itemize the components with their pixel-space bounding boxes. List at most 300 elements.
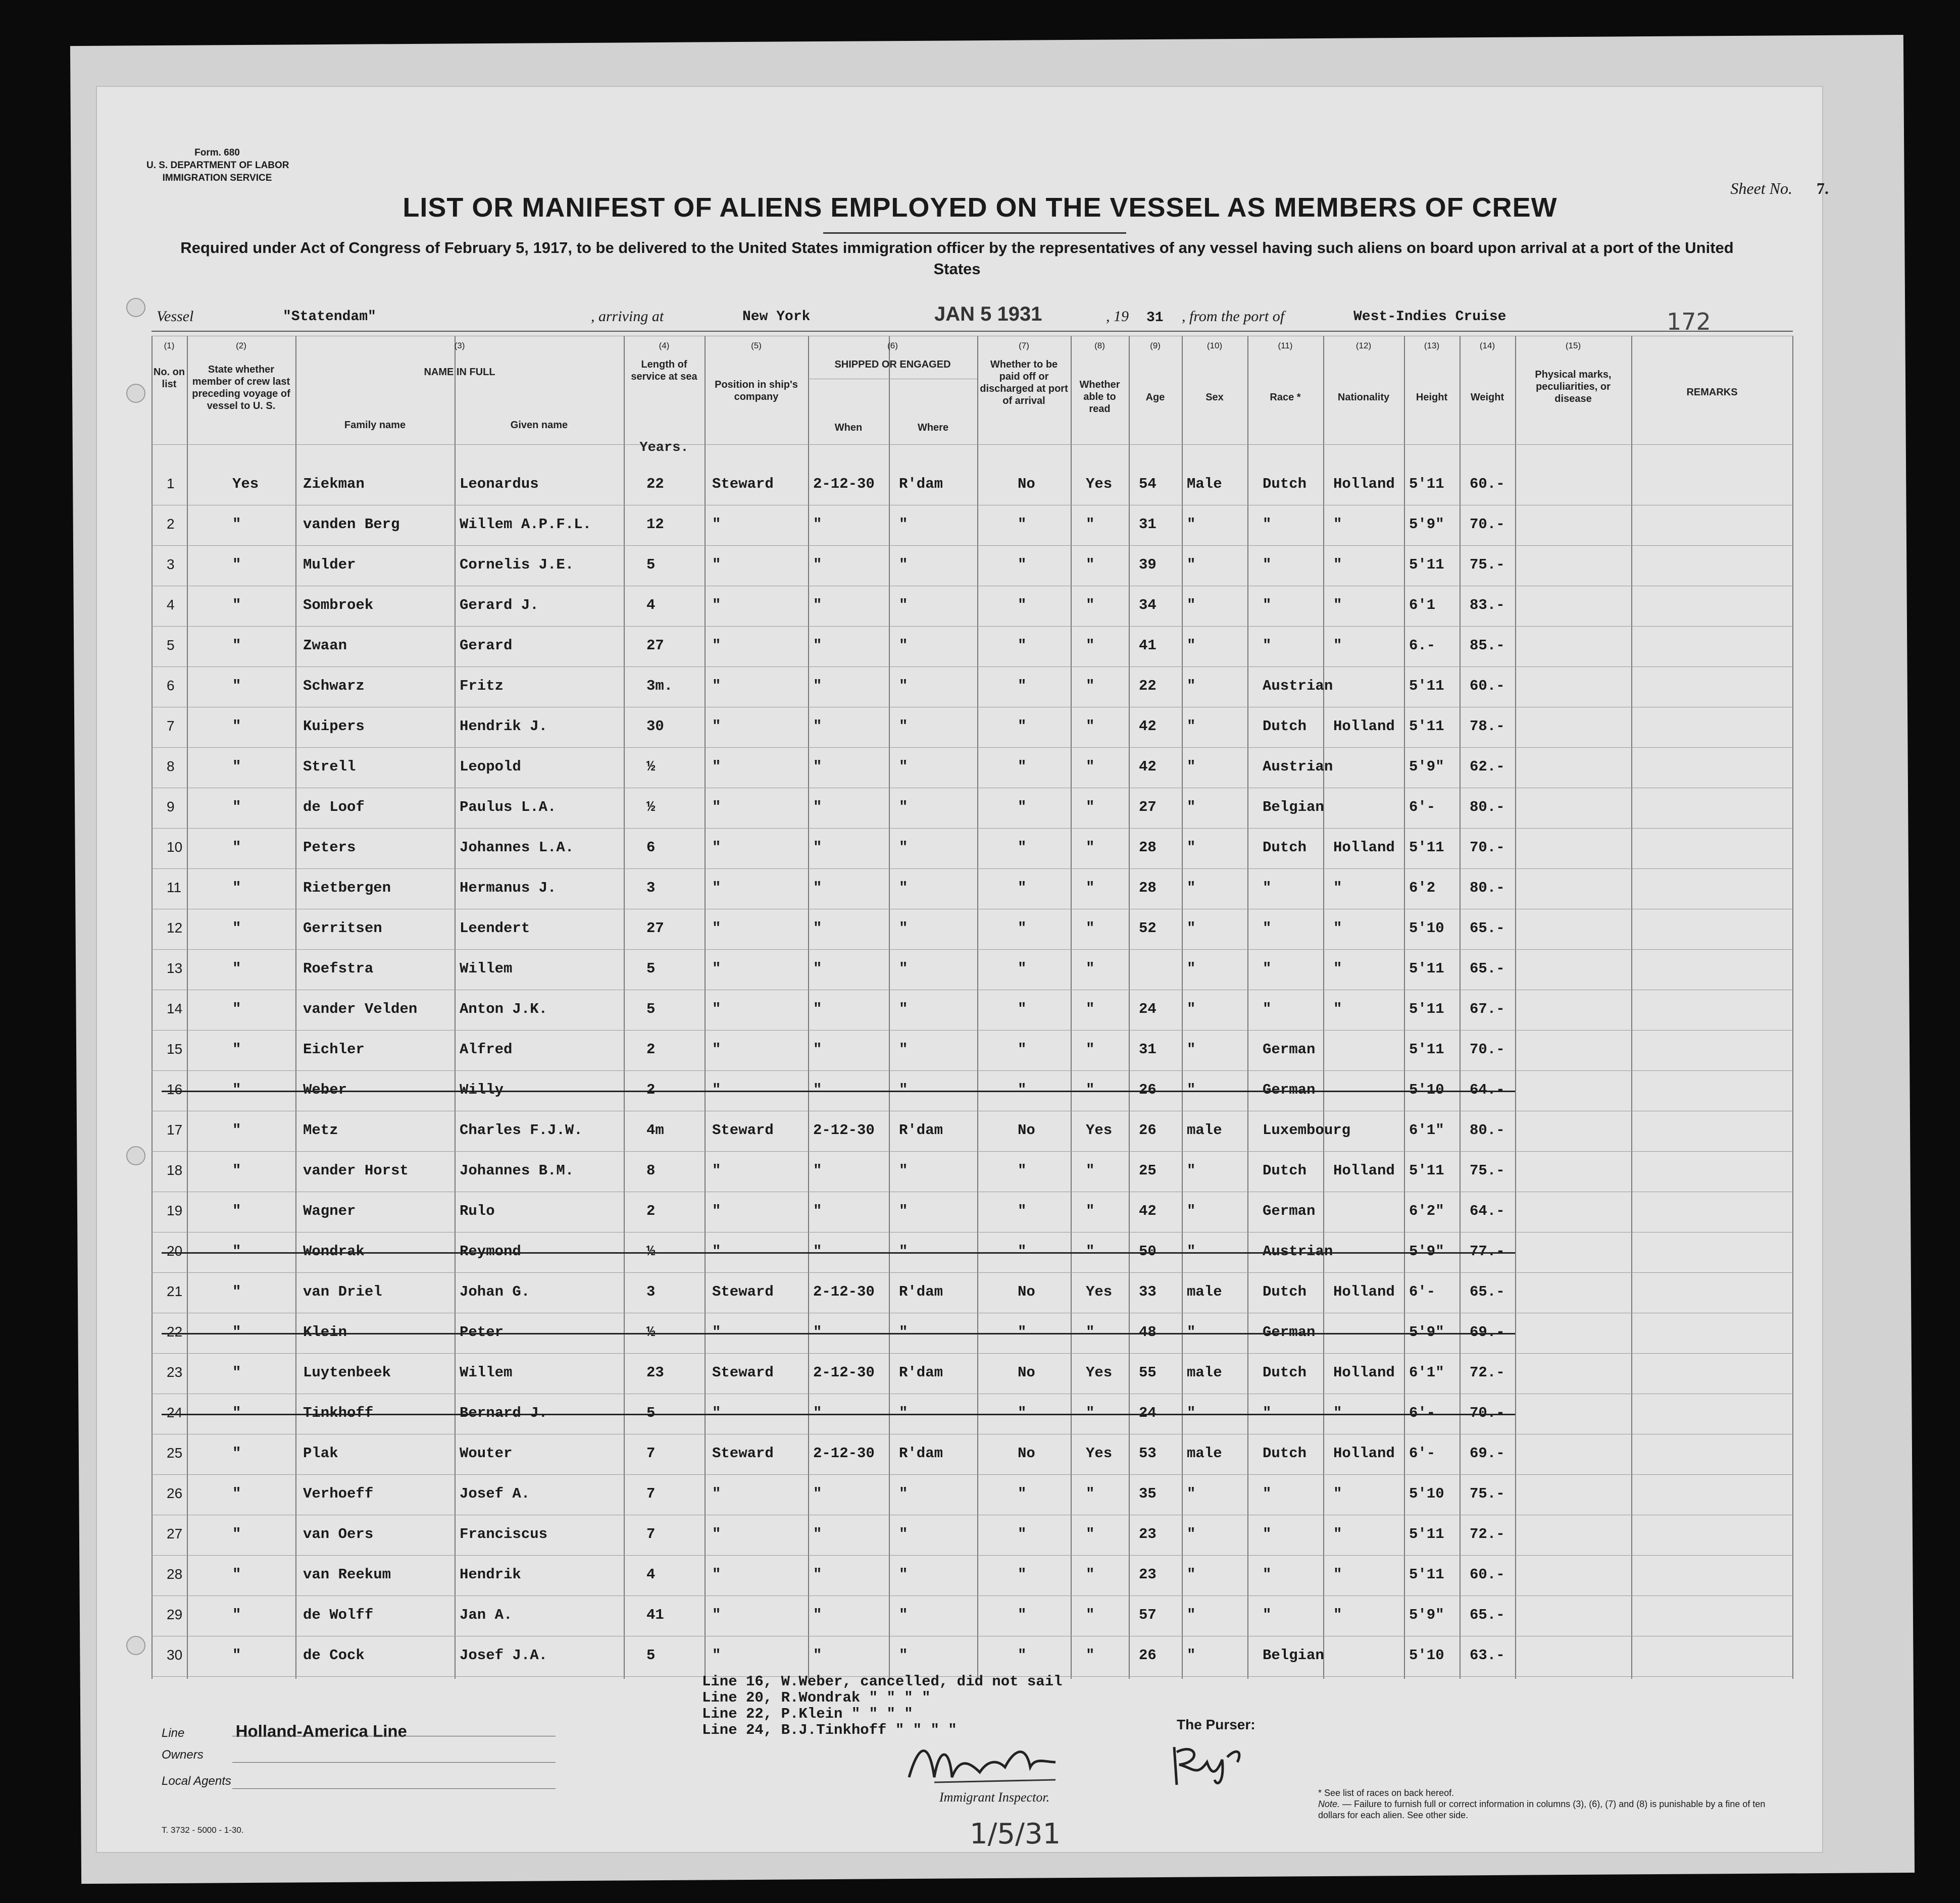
col-num-13: (13) [1424, 341, 1440, 350]
arriving-label: , arriving at [591, 308, 664, 325]
from-port: West-Indies Cruise [1353, 309, 1506, 325]
cell-paid-off: No [1018, 1283, 1035, 1300]
fine-note-text: — Failure to furnish full or correct information in columns (3), (6), (7) and (8) is punishable by a fine of ten dollars for each alien. See other side. [1318, 1799, 1766, 1820]
cell-row-number: 5 [167, 637, 175, 653]
cell-shipped-where: " [899, 1001, 908, 1017]
cell-years-service: ½ [646, 799, 656, 815]
cell-shipped-where: " [899, 1162, 908, 1179]
cell-weight: 70.- [1470, 1405, 1505, 1421]
cell-years-service: 3 [646, 1283, 656, 1300]
cell-race: " [1263, 1485, 1272, 1502]
cell-age: 26 [1139, 1082, 1157, 1098]
cell-shipped-where: " [899, 516, 908, 533]
cell-years-service: 5 [646, 556, 656, 573]
cell-position: " [712, 556, 721, 573]
table-row [152, 1111, 1793, 1151]
cell-nationality: " [1333, 1405, 1342, 1421]
cell-paid-off: " [1018, 597, 1027, 613]
table-row [152, 788, 1793, 828]
cell-sex: " [1187, 1526, 1196, 1542]
cell-previous-voyage: " [232, 637, 241, 654]
cell-family-name: Ziekman [303, 476, 365, 492]
service-name: IMMIGRATION SERVICE [162, 173, 272, 183]
cell-weight: 75.- [1470, 1485, 1505, 1502]
cell-shipped-when: 2-12-30 [813, 1122, 875, 1139]
cell-height: 5'11 [1409, 476, 1444, 492]
cell-years-service: 5 [646, 1405, 656, 1421]
cell-able-to-read: " [1086, 920, 1095, 937]
cell-weight: 80.- [1470, 1122, 1505, 1139]
cell-height: 5'9" [1409, 1324, 1444, 1341]
cell-shipped-when: " [813, 1566, 822, 1583]
cell-years-service: ½ [646, 1243, 656, 1260]
cell-height: 5'11 [1409, 1041, 1444, 1058]
cell-previous-voyage: " [232, 1566, 241, 1583]
cell-paid-off: " [1018, 678, 1027, 694]
col-num-2: (2) [236, 341, 246, 350]
cell-given-name: Hermanus J. [460, 880, 557, 896]
cell-weight: 85.- [1470, 637, 1505, 654]
cell-weight: 70.- [1470, 516, 1505, 533]
sheet-number-label: Sheet No. [1730, 179, 1792, 197]
cell-family-name: Wondrak [303, 1243, 365, 1260]
cell-family-name: Rietbergen [303, 880, 391, 896]
cell-given-name: Alfred [460, 1041, 513, 1058]
cell-given-name: Josef J.A. [460, 1647, 548, 1664]
cell-paid-off: " [1018, 1162, 1027, 1179]
cell-race: " [1263, 1607, 1272, 1623]
cell-weight: 65.- [1470, 920, 1505, 937]
document-subtitle: Required under Act of Congress of February 5, 1917, to be delivered to the United States immigration officer by the representatives of any vessel having such aliens on board upon arrival at a port of the United States [180, 239, 1734, 278]
sheet-number-value: 7. [1817, 179, 1829, 197]
table-row [152, 909, 1793, 949]
col-num-7: (7) [1019, 341, 1029, 350]
cell-sex: " [1187, 597, 1196, 613]
cell-weight: 64.- [1470, 1082, 1505, 1098]
table-row [152, 586, 1793, 626]
cell-able-to-read: Yes [1086, 476, 1113, 492]
cell-row-number: 21 [167, 1283, 183, 1299]
cancellation-note: Line 24, B.J.Tinkhoff " " " " [702, 1722, 957, 1738]
cell-shipped-when: 2-12-30 [813, 1283, 875, 1300]
cell-age: 55 [1139, 1364, 1157, 1381]
cell-given-name: Johannes L.A. [460, 839, 574, 856]
cell-shipped-when: " [813, 637, 822, 654]
cell-row-number: 3 [167, 556, 175, 572]
cell-paid-off: " [1018, 799, 1027, 815]
cell-row-number: 4 [167, 597, 175, 612]
cell-nationality: " [1333, 920, 1342, 937]
cancellation-note: Line 22, P.Klein " " " " [702, 1706, 913, 1722]
cell-family-name: Plak [303, 1445, 338, 1462]
cell-previous-voyage: " [232, 1364, 241, 1381]
cell-able-to-read: " [1086, 718, 1095, 735]
col-num-3: (3) [454, 341, 465, 350]
col-header-remarks: REMARKS [1686, 387, 1738, 398]
cell-years-service: 41 [646, 1607, 664, 1623]
cell-position: " [712, 1041, 721, 1058]
cell-race: " [1263, 1001, 1272, 1017]
cell-shipped-where: " [899, 1041, 908, 1058]
cell-weight: 80.- [1470, 799, 1505, 815]
cell-row-number: 11 [167, 880, 182, 895]
cell-nationality: Holland [1333, 839, 1395, 856]
purser-label: The Purser: [1177, 1717, 1255, 1732]
cell-position: Steward [712, 476, 774, 492]
cell-given-name: Leendert [460, 920, 530, 937]
cell-sex: " [1187, 516, 1196, 533]
cell-family-name: Zwaan [303, 637, 347, 654]
cell-paid-off: " [1018, 556, 1027, 573]
cell-years-service: 22 [646, 476, 664, 492]
cell-shipped-when: " [813, 1324, 822, 1341]
cell-able-to-read: " [1086, 597, 1095, 613]
cell-age: 25 [1139, 1162, 1157, 1179]
from-label: , from the port of [1182, 308, 1285, 325]
punch-hole [126, 298, 145, 317]
owners-label: Owners [162, 1748, 204, 1762]
cell-position: Steward [712, 1283, 774, 1300]
table-row [152, 1192, 1793, 1232]
cell-race: Belgian [1263, 799, 1324, 815]
cell-row-number: 26 [167, 1485, 183, 1501]
punch-hole [126, 1146, 145, 1165]
cell-race: Dutch [1263, 718, 1307, 735]
cell-paid-off: " [1018, 1001, 1027, 1017]
cell-position: " [712, 880, 721, 896]
cell-shipped-where: " [899, 718, 908, 735]
cell-nationality: " [1333, 1485, 1342, 1502]
cell-row-number: 22 [167, 1324, 183, 1340]
cell-family-name: Wagner [303, 1203, 356, 1219]
cell-nationality: Holland [1333, 1364, 1395, 1381]
cell-row-number: 1 [167, 476, 175, 491]
inspector-signature [904, 1732, 1066, 1792]
cell-race: Dutch [1263, 839, 1307, 856]
cell-position: " [712, 1243, 721, 1260]
col-header-given-name: Given name [510, 420, 568, 431]
cell-position: " [712, 1082, 721, 1098]
cell-years-service: 4m [646, 1122, 664, 1139]
cell-row-number: 10 [167, 839, 183, 855]
cell-nationality: " [1333, 556, 1342, 573]
cell-family-name: Tinkhoff [303, 1405, 374, 1421]
col-header-no: No. on list [153, 367, 185, 390]
cell-years-service: 6 [646, 839, 656, 856]
cell-weight: 80.- [1470, 880, 1505, 896]
cell-paid-off: " [1018, 1082, 1027, 1098]
cell-height: 6'1" [1409, 1122, 1444, 1139]
cell-race: Dutch [1263, 1445, 1307, 1462]
cell-weight: 65.- [1470, 960, 1505, 977]
col-header-height: Height [1416, 392, 1448, 403]
agents-label: Local Agents [162, 1774, 231, 1788]
cell-given-name: Willem [460, 960, 513, 977]
cell-given-name: Leopold [460, 758, 521, 775]
cell-previous-voyage: " [232, 1243, 241, 1260]
cell-given-name: Charles F.J.W. [460, 1122, 583, 1139]
cell-previous-voyage: " [232, 556, 241, 573]
cell-weight: 70.- [1470, 839, 1505, 856]
cell-sex: " [1187, 718, 1196, 735]
cell-position: " [712, 1162, 721, 1179]
cell-able-to-read: " [1086, 516, 1095, 533]
col-num-5: (5) [751, 341, 762, 350]
cell-able-to-read: Yes [1086, 1445, 1113, 1462]
cell-able-to-read: " [1086, 1041, 1095, 1058]
cell-position: " [712, 1405, 721, 1421]
cell-given-name: Cornelis J.E. [460, 556, 574, 573]
cell-row-number: 9 [167, 799, 175, 814]
cell-nationality: " [1333, 880, 1342, 896]
cell-sex: " [1187, 880, 1196, 896]
cell-previous-voyage: Yes [232, 476, 259, 492]
cell-given-name: Hendrik [460, 1566, 521, 1583]
cell-position: " [712, 1607, 721, 1623]
cell-age: 42 [1139, 1203, 1157, 1219]
cell-paid-off: " [1018, 920, 1027, 937]
cell-previous-voyage: " [232, 597, 241, 613]
cell-given-name: Willem A.P.F.L. [460, 516, 592, 533]
cell-weight: 60.- [1470, 1566, 1505, 1583]
cell-able-to-read: " [1086, 637, 1095, 654]
cell-age: 35 [1139, 1485, 1157, 1502]
cell-height: 5'11 [1409, 556, 1444, 573]
col-header-where: Where [917, 422, 949, 433]
cell-years-service: 3m. [646, 678, 673, 694]
cell-weight: 60.- [1470, 476, 1505, 492]
cell-nationality: Holland [1333, 1283, 1395, 1300]
cell-weight: 64.- [1470, 1203, 1505, 1219]
col-header-nationality: Nationality [1337, 392, 1390, 403]
agents-field [162, 1774, 407, 1801]
cell-family-name: van Driel [303, 1283, 382, 1300]
cell-row-number: 23 [167, 1364, 183, 1380]
cell-sex: " [1187, 1647, 1196, 1664]
cell-race: " [1263, 920, 1272, 937]
cell-position: " [712, 839, 721, 856]
table-row [152, 465, 1793, 505]
cell-paid-off: " [1018, 1526, 1027, 1542]
col-header-sex: Sex [1205, 392, 1224, 403]
cell-age: 24 [1139, 1001, 1157, 1017]
cell-age: 42 [1139, 758, 1157, 775]
cell-given-name: Jan A. [460, 1607, 513, 1623]
cell-race: Dutch [1263, 476, 1307, 492]
cell-race: Dutch [1263, 1283, 1307, 1300]
cell-sex: " [1187, 1566, 1196, 1583]
cell-paid-off: " [1018, 1203, 1027, 1219]
footer-fields [162, 1722, 407, 1801]
col-header-race: Race * [1270, 392, 1301, 403]
cell-age: 57 [1139, 1607, 1157, 1623]
cell-previous-voyage: " [232, 1445, 241, 1462]
table-row [152, 626, 1793, 666]
cell-weight: 77.- [1470, 1243, 1505, 1260]
cell-years-service: 27 [646, 637, 664, 654]
cell-previous-voyage: " [232, 1324, 241, 1341]
cell-paid-off: " [1018, 1243, 1027, 1260]
col-num-14: (14) [1479, 341, 1495, 350]
cell-nationality: " [1333, 1607, 1342, 1623]
cell-given-name: Josef A. [460, 1485, 530, 1502]
cell-family-name: Peters [303, 839, 356, 856]
cell-able-to-read: " [1086, 880, 1095, 896]
table-row [152, 1151, 1793, 1192]
col-num-8: (8) [1094, 341, 1105, 350]
cell-position: " [712, 960, 721, 977]
cell-shipped-when: " [813, 1243, 822, 1260]
fine-note [1318, 1798, 1788, 1821]
cell-paid-off: " [1018, 1647, 1027, 1664]
cell-weight: 69.- [1470, 1324, 1505, 1341]
cell-height: 5'10 [1409, 1485, 1444, 1502]
cell-paid-off: " [1018, 960, 1027, 977]
cell-shipped-when: " [813, 960, 822, 977]
cell-weight: 72.- [1470, 1526, 1505, 1542]
cell-age: 34 [1139, 597, 1157, 613]
form-number: Form. 680 [194, 147, 240, 158]
cell-family-name: Weber [303, 1082, 347, 1098]
cell-height: 5'11 [1409, 1162, 1444, 1179]
cell-able-to-read: Yes [1086, 1122, 1113, 1139]
cell-shipped-when: " [813, 920, 822, 937]
cell-position: " [712, 1203, 721, 1219]
table-row [152, 1232, 1793, 1272]
cell-previous-voyage: " [232, 758, 241, 775]
cell-weight: 60.- [1470, 678, 1505, 694]
col-num-10: (10) [1207, 341, 1223, 350]
cell-height: 5'11 [1409, 1001, 1444, 1017]
cell-sex: " [1187, 1082, 1196, 1098]
cell-shipped-where: " [899, 1082, 908, 1098]
cell-weight: 72.- [1470, 1364, 1505, 1381]
cell-previous-voyage: " [232, 960, 241, 977]
cell-family-name: van Reekum [303, 1566, 391, 1583]
cell-able-to-read: " [1086, 960, 1095, 977]
table-row [152, 1070, 1793, 1111]
cell-previous-voyage: " [232, 920, 241, 937]
cell-previous-voyage: " [232, 1405, 241, 1421]
cell-family-name: Mulder [303, 556, 356, 573]
cell-able-to-read: " [1086, 556, 1095, 573]
cell-shipped-when: " [813, 516, 822, 533]
cell-shipped-where: " [899, 960, 908, 977]
cell-position: " [712, 516, 721, 533]
cell-weight: 63.- [1470, 1647, 1505, 1664]
cell-able-to-read: " [1086, 758, 1095, 775]
cell-position: " [712, 1526, 721, 1542]
cell-position: Steward [712, 1122, 774, 1139]
arrival-port: New York [742, 309, 811, 325]
cell-height: 5'9" [1409, 1243, 1444, 1260]
cell-able-to-read: " [1086, 1566, 1095, 1583]
cell-height: 5'10 [1409, 1647, 1444, 1664]
cell-years-service: 12 [646, 516, 664, 533]
cell-previous-voyage: " [232, 839, 241, 856]
cell-able-to-read: " [1086, 678, 1095, 694]
cell-position: " [712, 1647, 721, 1664]
cell-age: 42 [1139, 718, 1157, 735]
owners-field [162, 1748, 407, 1774]
date-stamp: JAN 5 1931 [934, 303, 1042, 325]
cell-age: 54 [1139, 476, 1157, 492]
cell-family-name: Schwarz [303, 678, 365, 694]
cell-sex: " [1187, 920, 1196, 937]
cell-paid-off: " [1018, 1485, 1027, 1502]
cell-shipped-where: R'dam [899, 1364, 943, 1381]
cell-position: " [712, 597, 721, 613]
punch-hole [126, 1636, 145, 1655]
cancellation-note: Line 16, W.Weber, cancelled, did not sail [702, 1673, 1063, 1690]
cell-given-name: Willy [460, 1082, 504, 1098]
cell-shipped-where: " [899, 799, 908, 815]
cell-able-to-read: " [1086, 1001, 1095, 1017]
cell-sex: " [1187, 1041, 1196, 1058]
cell-row-number: 18 [167, 1162, 183, 1178]
cell-nationality: " [1333, 637, 1342, 654]
cell-row-number: 27 [167, 1526, 183, 1541]
cell-position: " [712, 1324, 721, 1341]
cell-age: 50 [1139, 1243, 1157, 1260]
cell-previous-voyage: " [232, 678, 241, 694]
cell-row-number: 28 [167, 1566, 183, 1582]
table-row [152, 1596, 1793, 1636]
cell-sex: " [1187, 678, 1196, 694]
cell-given-name: Peter [460, 1324, 504, 1341]
cell-race: Austrian [1263, 1243, 1333, 1260]
cell-shipped-when: 2-12-30 [813, 476, 875, 492]
cell-years-service: ½ [646, 758, 656, 775]
cell-sex: " [1187, 1485, 1196, 1502]
cell-height: 6'1" [1409, 1364, 1444, 1381]
cell-race: " [1263, 516, 1272, 533]
cell-previous-voyage: " [232, 1526, 241, 1542]
table-row [152, 868, 1793, 909]
cell-paid-off: " [1018, 1566, 1027, 1583]
cell-shipped-when: " [813, 1082, 822, 1098]
vessel-line [157, 303, 1763, 328]
cell-race: " [1263, 637, 1272, 654]
cell-race: Belgian [1263, 1647, 1324, 1664]
cell-family-name: Gerritsen [303, 920, 382, 937]
cell-years-service: 2 [646, 1082, 656, 1098]
cell-row-number: 20 [167, 1243, 183, 1259]
cell-row-number: 13 [167, 960, 183, 976]
cell-race: " [1263, 556, 1272, 573]
cell-race: German [1263, 1324, 1316, 1341]
cell-race: Austrian [1263, 758, 1333, 775]
footer-notes [1318, 1787, 1788, 1821]
cell-sex: " [1187, 839, 1196, 856]
cell-sex: " [1187, 1203, 1196, 1219]
col-header-weight: Weight [1470, 392, 1504, 403]
cell-row-number: 15 [167, 1041, 183, 1057]
col-header-paid-off: Whether to be paid off or discharged at port of arrival [980, 359, 1068, 406]
cell-age: 26 [1139, 1647, 1157, 1664]
cell-row-number: 6 [167, 678, 175, 693]
col-num-6: (6) [887, 341, 898, 350]
cell-age: 53 [1139, 1445, 1157, 1462]
cell-years-service: 2 [646, 1203, 656, 1219]
cell-nationality: " [1333, 516, 1342, 533]
cell-given-name: Wouter [460, 1445, 513, 1462]
cell-age: 24 [1139, 1405, 1157, 1421]
cell-weight: 65.- [1470, 1607, 1505, 1623]
cell-years-service: 23 [646, 1364, 664, 1381]
cell-given-name: Gerard [460, 637, 513, 654]
cell-previous-voyage: " [232, 1283, 241, 1300]
